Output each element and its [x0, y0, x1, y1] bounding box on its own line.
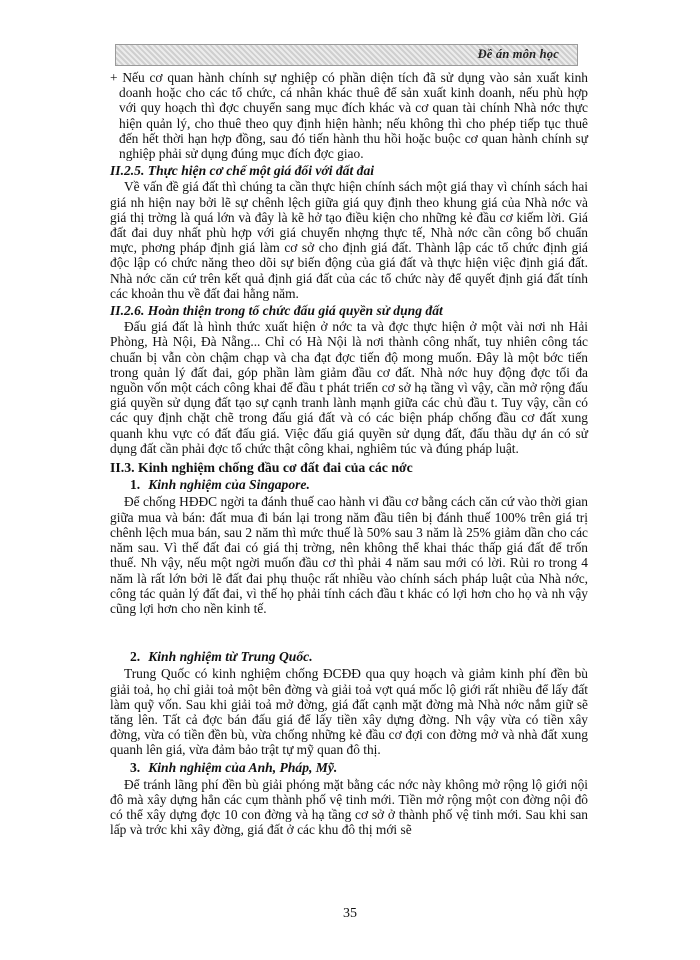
subsection-number: 3. [130, 759, 141, 775]
header-title: Đề án môn học [477, 47, 559, 61]
header-bar [115, 44, 578, 66]
subsection-title: Kinh nghiệm của Singapore. [148, 477, 310, 493]
paragraph: Trung Quốc có kinh nghiệm chống ĐCĐĐ qua quy hoạch và giảm kinh phí đền bù giải toả, họ chỉ giải toả một bên đờng và giải toả vợt quá mốc lộ giới rất nhiều để lấy đất làm quỹ vốn. Sau khi giải toả mở đờng, giá đất cạnh mặt đờng mà Nhà nớc nắm giữ sẽ tăng lên. Tất cả đợc bán đấu giá để lấy tiền xây dựng đờng. Nh vậy vừa có tiền xây đờng, vừa có tiền đền bù, vừa chống những kẻ đầu cơ đợi con đờng mở và nhà đất xung quanh lên giá, vừa đảm bảo trật tự mỹ quan đô thị. [110, 666, 588, 758]
subsection-number: 2. [130, 649, 141, 665]
paragraph: Đấu giá đất là hình thức xuất hiện ở nớc ta và đợc thực hiện ở một vài nơi nh Hải Phòng, Hà Nội, Đà Nẵng... Chỉ có Hà Nội là nơi thành công nhất, tuy nhiên công tác chuẩn bị vẫn còn chậm chạp và cha đạt đợc tiến độ mong muốn. Đây là một bớc tiến trong quản lý đất đai, góp phần làm giảm đầu cơ đất. Nhà nớc huy động đợc tối đa nguồn vốn một cách công khai để đầu t phát triển cơ sở hạ tầng vì vậy, cần mở rộng đấu giá quyền sử dụng đất tạo sự cạnh tranh lành mạnh giữa các chủ đầu t. Tuy vậy, cần có các quy định chặt chẽ trong đấu giá đất và có các biện pháp chống đầu cơ đất xung quanh khu vực có đất đấu giá. Việc đấu giá quyền sử dụng đất, đấu thầu dự án có sử dụng đất cần phải đợc tổ chức thật công khai, nghiêm túc và đúng pháp luật. [110, 319, 588, 456]
paragraph: Về vấn đề giá đất thì chúng ta cần thực hiện chính sách một giá thay vì chính sách hai giá nh hiện nay bởi lẽ sự chênh lệch giữa giá quy định theo khung giá của Nhà nớc và giá thị trờng là quá lớn và đây là kẽ hở tạo điều kiện cho những kẻ đầu cơ kiếm lời. Giá đất đai duy nhất phù hợp với giá chuyển nhợng thực tế, Nhà nớc cần công bố chuẩn mực, phơng pháp định giá làm cơ sở cho định giá đất. Thành lập các tổ chức định giá độc lập có chức năng theo dõi sự biến động của giá đất và thực hiện việc định giá đất. Nhà nớc căn cứ trên kết quả định giá đất của các tổ chức này để quyết định giá đất tính các khoản thu về đất đai hằng năm. [110, 179, 588, 301]
subsection-number: 1. [130, 477, 141, 493]
section-heading: II.2.5. Thực hiện cơ chế một giá đối với đất đai [110, 163, 375, 179]
subsection-heading [130, 477, 588, 492]
paragraph: + Nếu cơ quan hành chính sự nghiệp có phần diện tích đã sử dụng vào sản xuất kinh doanh hoặc cho các tổ chức, cá nhân khác thuê để sản xuất kinh doanh, nếu phù hợp với quy hoạch thì đợc chuyển sang mục đích khác và cơ quan tài chính Nhà nớc thực hiện quản lý, cho thuê theo quy định hiện hành; nếu không thì cho phép tiếp tục thuê đến hết thời hạn hợp đồng, sau đó tiến hành thu hồi hoặc buộc cơ quan hành chính sự nghiệp phải sử dụng đúng mục đích đợc giao. [110, 70, 588, 162]
subsection-heading [130, 760, 588, 775]
spacer [110, 616, 588, 647]
paragraph: Để tránh lãng phí đền bù giải phóng mặt bằng các nớc này không mở rộng lộ giới nội đô mà xây dựng hẳn các cụm thành phố vệ tinh mới. Tiền mở rộng một con đờng nội đô có thể xây dựng đợc 10 con đờng và hạ tầng cơ sở ở thành phố vệ tinh mới. Sau khi san lấp và trớc khi xây đờng, giá đất ở các khu đô thị mới sẽ [110, 776, 588, 838]
page-number: 35 [343, 906, 357, 921]
section-heading: II.2.6. Hoàn thiện trong tổ chức đấu giá quyền sử dụng đất [110, 303, 443, 319]
section-heading: II.3. Kinh nghiệm chống đầu cơ đất đai của các nớc [110, 460, 413, 476]
subsection-heading [130, 649, 588, 664]
paragraph: Để chống HĐĐC ngời ta đánh thuế cao hành vi đầu cơ bằng cách căn cứ vào thời gian giữa mua và bán: đất mua đi bán lại trong năm đầu tiên bị đánh thuế 100% trên giá trị chênh lệch mua bán, sau 2 năm thì mức thuế là 50% sau 3 năm là 25% giảm dần cho các năm sau. Vì thế đất đai có giá thị trờng, nên không thể khai thác thấp giá đất để trốn thuế. Nh vậy, nếu một ngời muốn đầu cơ thì phải 4 năm sau mới có lời. Rủi ro trong 4 năm là rất lớn bởi lẽ đất đai phụ thuộc rất nhiều vào chính sách pháp luật của Nhà nớc, công tác quản lý đất đai, vì thế họ phải tính cách đầu t khác có lợi hơn cho họ và nh vậy cũng lợi hơn cho nền kinh tế. [110, 494, 588, 616]
subsection-title: Kinh nghiệm từ Trung Quốc. [148, 649, 313, 665]
page-content [110, 70, 588, 838]
subsection-title: Kinh nghiệm của Anh, Pháp, Mỹ. [148, 759, 338, 775]
